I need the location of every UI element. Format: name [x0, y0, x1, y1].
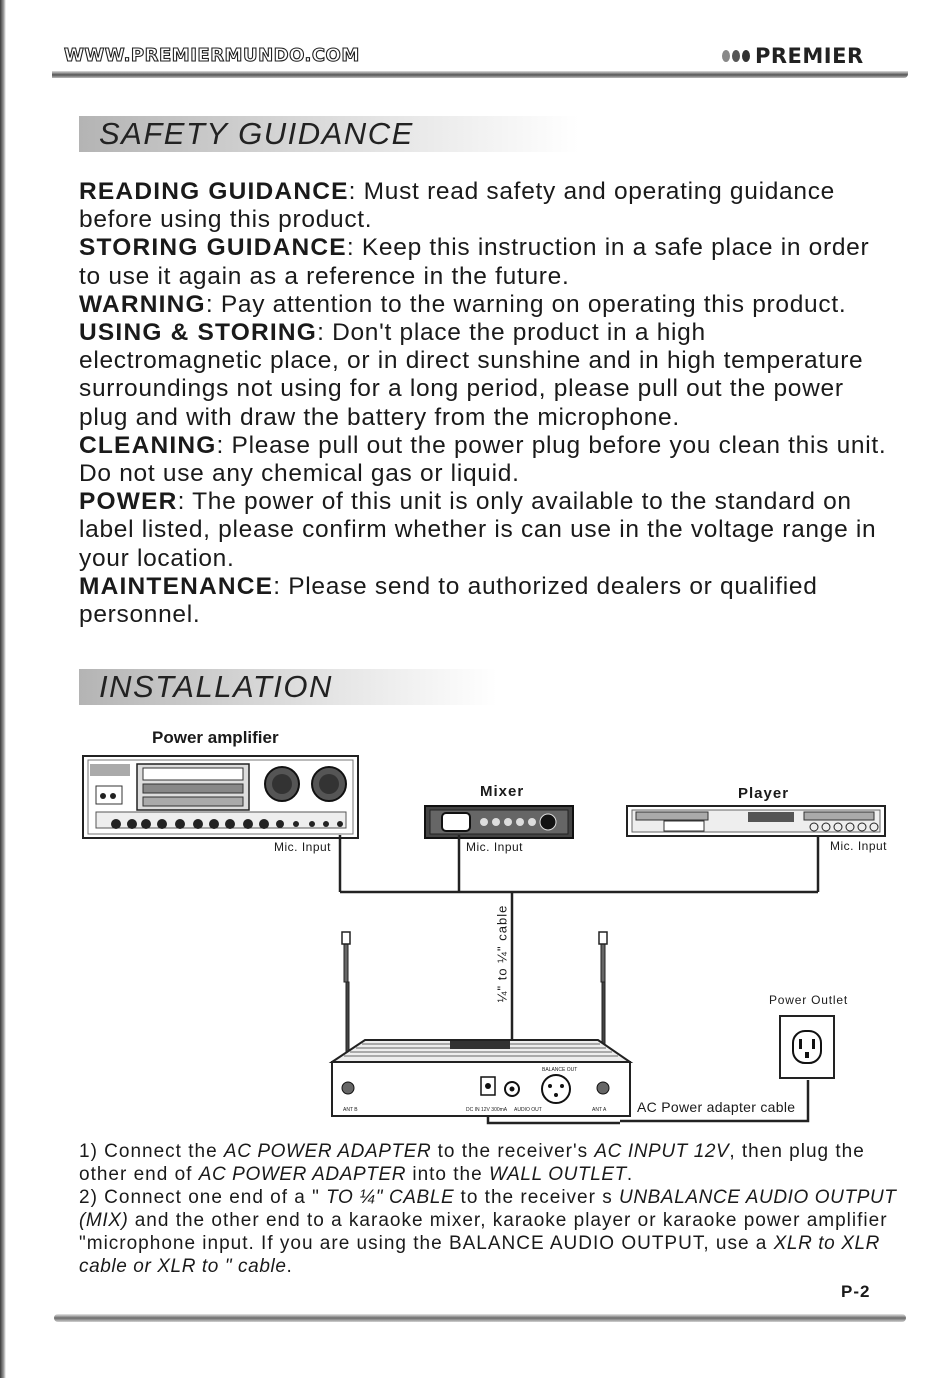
player-illustration: [627, 806, 885, 836]
mixer-illustration: [425, 806, 573, 838]
dc-in-label: DC IN 12V 300mA: [466, 1107, 508, 1113]
guidance-item-reading: READING GUIDANCE: Must read safety and operating guidance before using this product.: [79, 178, 835, 234]
ac-adapter-cable-label: AC Power adapter cable: [637, 1099, 796, 1115]
balance-out-label: BALANCE OUT: [542, 1067, 578, 1073]
guidance-item-maintenance: MAINTENANCE: Please send to authorized dealers or qualified personnel.: [79, 572, 818, 629]
brand-name: PREMIER: [755, 44, 864, 68]
safety-heading: SAFETY GUIDANCE: [79, 116, 579, 152]
brand-logo: [722, 44, 864, 68]
player-label: Player: [738, 785, 790, 802]
guidance-item-using-storing: USING & STORING: Don't place the product in a high electromagnetic place, or in direct sunshine and in high temperature surroundings not using for a long period, please pull out the power plug and with draw the battery from the microphone.: [79, 319, 864, 431]
audio-out-label: AUDIO OUT: [514, 1107, 542, 1113]
amplifier-mic-input-label: Mic. Input: [274, 840, 332, 854]
player-mic-input-label: Mic. Input: [830, 839, 888, 853]
website-url: WWW.PREMIERMUNDO.COM: [64, 45, 360, 66]
safety-guidance-list: [79, 178, 889, 629]
mixer-label: Mixer: [480, 783, 525, 800]
ant-b-label: ANT B: [343, 1107, 358, 1113]
guidance-item-warning: WARNING: Pay attention to the warning on operating this product.: [79, 290, 847, 318]
power-amplifier-illustration: [83, 756, 358, 838]
power-outlet-illustration: [780, 1016, 834, 1078]
power-amplifier-label: Power amplifier: [152, 728, 279, 747]
footer-divider: [54, 1314, 906, 1322]
guidance-item-power: POWER: The power of this unit is only available to the standard on label listed, please confirm whether is can use in the voltage range in your location.: [79, 488, 877, 572]
header-divider: [52, 71, 908, 78]
ant-a-label: ANT A: [592, 1107, 607, 1113]
instruction-step-2: 2) Connect one end of a " TO ¼" CABLE to the receiver s UNBALANCE AUDIO OUTPUT (MIX) and the other end to a karaoke mixer, karaoke player or karaoke power amplifier "microphone input. If you are using the BALANCE AUDIO OUTPUT, use a XLR to XLR cable or XLR to " cable.: [79, 1187, 897, 1277]
guidance-item-storing: STORING GUIDANCE: Keep this instruction in a safe place in order to use it again as a reference in the future.: [79, 234, 870, 290]
power-outlet-label: Power Outlet: [769, 993, 848, 1007]
logo-dots-icon: [722, 50, 750, 62]
page-edge-shadow: [0, 0, 6, 1378]
mixer-mic-input-label: Mic. Input: [466, 840, 524, 854]
installation-instructions: [79, 1140, 899, 1278]
installation-diagram: [0, 720, 950, 1140]
page-number: P-2: [841, 1282, 871, 1301]
instruction-step-1: 1) Connect the AC POWER ADAPTER to the receiver's AC INPUT 12V, then plug the other end of AC POWER ADAPTER into the WALL OUTLET.: [79, 1141, 865, 1185]
cable-label: ¼" to ¼" cable: [494, 904, 510, 1003]
installation-heading: INSTALLATION: [79, 669, 497, 705]
guidance-item-cleaning: CLEANING: Please pull out the power plug before you clean this unit. Do not use any chemical gas or liquid.: [79, 431, 887, 488]
receiver-illustration: [332, 1040, 630, 1116]
